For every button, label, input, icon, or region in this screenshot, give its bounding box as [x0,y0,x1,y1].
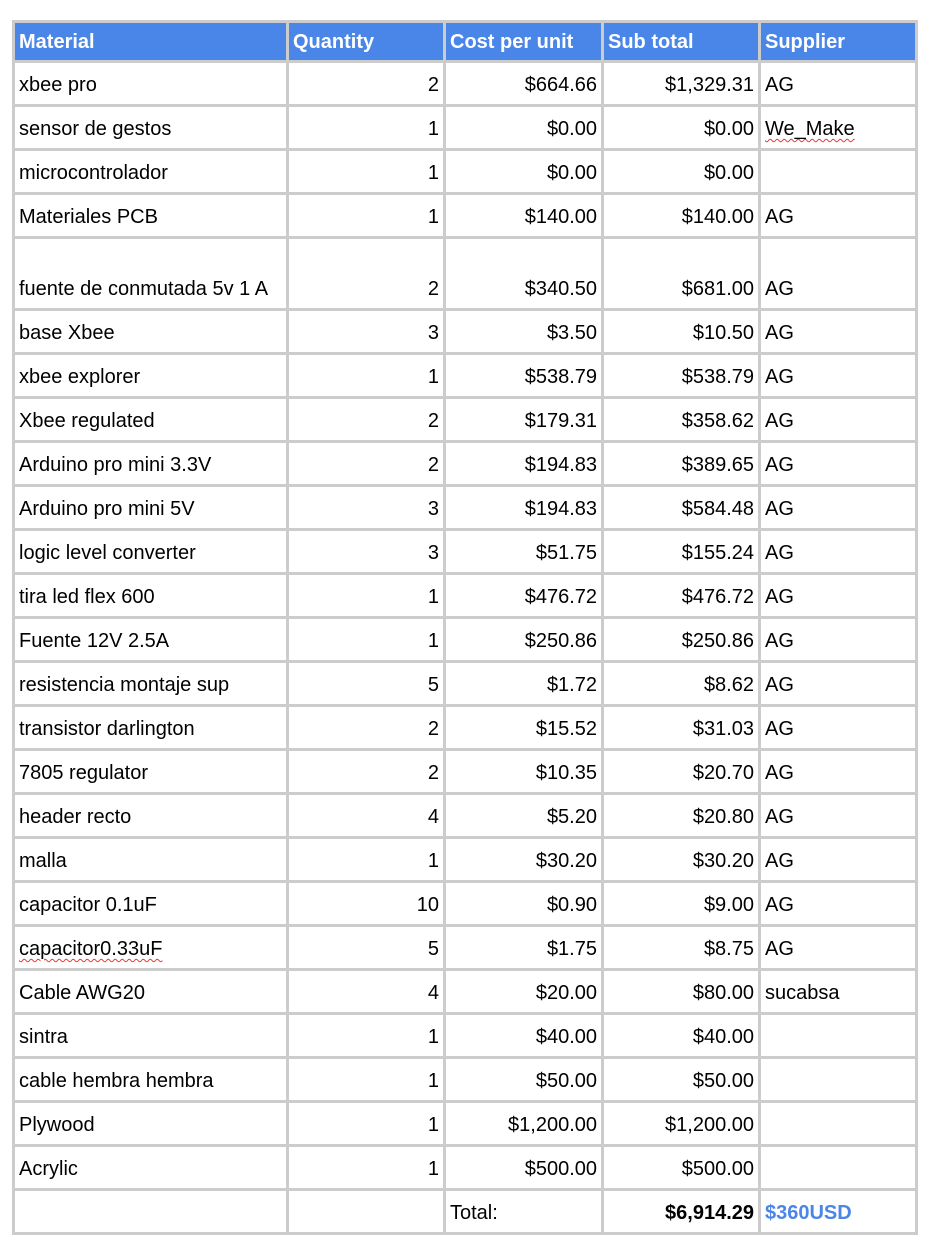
material-cell[interactable]: sensor de gestos [14,106,288,150]
cost-cell[interactable]: $179.31 [445,398,603,442]
subtotal-cell[interactable]: $1,200.00 [603,1102,760,1146]
table-row [14,442,917,486]
subtotal-cell[interactable]: $140.00 [603,194,760,238]
material-cell[interactable]: Acrylic [14,1146,288,1190]
table-row [14,398,917,442]
subtotal-cell[interactable]: $8.75 [603,926,760,970]
material-cell[interactable]: base Xbee [14,310,288,354]
cost-cell[interactable]: $194.83 [445,486,603,530]
spellcheck-flagged-text: capacitor0.33uF [19,938,163,960]
table-row [14,1146,917,1190]
table-row [14,106,917,150]
material-cell[interactable]: Plywood [14,1102,288,1146]
subtotal-cell[interactable]: $358.62 [603,398,760,442]
material-cell[interactable]: cable hembra hembra [14,1058,288,1102]
quantity-cell[interactable]: 1 [288,1058,445,1102]
subtotal-cell[interactable]: $30.20 [603,838,760,882]
quantity-cell[interactable]: 4 [288,794,445,838]
quantity-cell[interactable]: 10 [288,882,445,926]
quantity-cell[interactable]: 4 [288,970,445,1014]
header-supplier[interactable]: Supplier [760,22,917,62]
table-row [14,882,917,926]
table-row [14,486,917,530]
header-row [14,22,917,62]
supplier-cell[interactable]: AG [760,486,917,530]
total-usd[interactable]: $360USD [760,1190,917,1234]
supplier-cell[interactable]: AG [760,194,917,238]
quantity-cell[interactable]: 1 [288,1014,445,1058]
total-row [14,1190,917,1234]
material-cell[interactable]: header recto [14,794,288,838]
total-label[interactable]: Total: [445,1190,603,1234]
table-row [14,1102,917,1146]
subtotal-cell[interactable]: $1,329.31 [603,62,760,106]
material-cell[interactable]: malla [14,838,288,882]
supplier-cell[interactable]: AG [760,662,917,706]
material-cell[interactable]: Fuente 12V 2.5A [14,618,288,662]
table-row [14,1014,917,1058]
quantity-cell[interactable]: 2 [288,62,445,106]
subtotal-cell[interactable]: $10.50 [603,310,760,354]
table-row [14,354,917,398]
empty-cell[interactable] [288,1190,445,1234]
material-cell[interactable]: logic level converter [14,530,288,574]
table-row [14,926,917,970]
materials-table [12,20,918,1235]
supplier-cell[interactable]: AG [760,442,917,486]
table-row [14,1058,917,1102]
supplier-cell[interactable] [760,1014,917,1058]
material-cell[interactable]: xbee pro [14,62,288,106]
quantity-cell[interactable]: 1 [288,1102,445,1146]
supplier-cell[interactable]: AG [760,926,917,970]
quantity-cell[interactable]: 1 [288,354,445,398]
subtotal-cell[interactable]: $389.65 [603,442,760,486]
quantity-cell[interactable]: 2 [288,706,445,750]
subtotal-cell[interactable]: $20.70 [603,750,760,794]
cost-cell[interactable]: $140.00 [445,194,603,238]
quantity-cell[interactable]: 3 [288,530,445,574]
quantity-cell[interactable]: 5 [288,662,445,706]
cost-cell[interactable]: $476.72 [445,574,603,618]
material-cell[interactable]: Materiales PCB [14,194,288,238]
quantity-cell[interactable]: 1 [288,194,445,238]
quantity-cell[interactable]: 1 [288,618,445,662]
supplier-cell[interactable]: AG [760,62,917,106]
material-cell[interactable]: fuente de conmutada 5v 1 A [14,238,288,310]
cost-cell[interactable]: $5.20 [445,794,603,838]
cost-cell[interactable]: $15.52 [445,706,603,750]
cost-cell[interactable]: $194.83 [445,442,603,486]
supplier-cell[interactable]: AG [760,794,917,838]
cost-cell[interactable]: $40.00 [445,1014,603,1058]
cost-cell[interactable]: $538.79 [445,354,603,398]
quantity-cell[interactable]: 3 [288,310,445,354]
cost-cell[interactable]: $10.35 [445,750,603,794]
table-row [14,194,917,238]
supplier-cell[interactable] [760,150,917,194]
supplier-cell[interactable] [760,106,917,150]
table-row [14,838,917,882]
supplier-cell[interactable]: AG [760,354,917,398]
table-row [14,794,917,838]
material-cell[interactable]: transistor darlington [14,706,288,750]
cost-cell[interactable]: $250.86 [445,618,603,662]
quantity-cell[interactable]: 2 [288,442,445,486]
header-sub-total[interactable]: Sub total [603,22,760,62]
material-cell[interactable]: Cable AWG20 [14,970,288,1014]
subtotal-cell[interactable]: $50.00 [603,1058,760,1102]
subtotal-cell[interactable]: $20.80 [603,794,760,838]
table-row [14,530,917,574]
supplier-cell[interactable] [760,1102,917,1146]
supplier-cell[interactable]: AG [760,238,917,310]
supplier-cell[interactable]: AG [760,882,917,926]
cost-cell[interactable]: $500.00 [445,1146,603,1190]
material-cell[interactable]: Arduino pro mini 5V [14,486,288,530]
subtotal-cell[interactable]: $155.24 [603,530,760,574]
cost-cell[interactable]: $30.20 [445,838,603,882]
cost-cell[interactable]: $1.72 [445,662,603,706]
header-material[interactable]: Material [14,22,288,62]
supplier-cell[interactable]: AG [760,398,917,442]
table-row [14,618,917,662]
header-quantity[interactable]: Quantity [288,22,445,62]
cost-cell[interactable]: $1,200.00 [445,1102,603,1146]
table-row [14,750,917,794]
material-cell[interactable]: xbee explorer [14,354,288,398]
material-cell[interactable]: 7805 regulator [14,750,288,794]
cost-cell[interactable]: $3.50 [445,310,603,354]
subtotal-cell[interactable]: $40.00 [603,1014,760,1058]
spellcheck-flagged-text: We_Make [765,118,855,140]
cost-cell[interactable]: $0.90 [445,882,603,926]
empty-cell[interactable] [14,1190,288,1234]
supplier-cell[interactable] [760,1058,917,1102]
subtotal-cell[interactable]: $681.00 [603,238,760,310]
subtotal-cell[interactable]: $8.62 [603,662,760,706]
table-row [14,310,917,354]
cost-cell[interactable]: $340.50 [445,238,603,310]
cost-cell[interactable]: $664.66 [445,62,603,106]
quantity-cell[interactable]: 1 [288,574,445,618]
subtotal-cell[interactable]: $500.00 [603,1146,760,1190]
material-cell[interactable]: capacitor 0.1uF [14,882,288,926]
supplier-cell[interactable]: AG [760,530,917,574]
subtotal-cell[interactable]: $0.00 [603,106,760,150]
supplier-cell[interactable]: sucabsa [760,970,917,1014]
total-value[interactable]: $6,914.29 [603,1190,760,1234]
material-cell[interactable] [14,926,288,970]
quantity-cell[interactable]: 1 [288,106,445,150]
table-row [14,150,917,194]
cost-cell[interactable]: $51.75 [445,530,603,574]
quantity-cell[interactable]: 2 [288,750,445,794]
table-row [14,662,917,706]
supplier-cell[interactable]: AG [760,750,917,794]
table-row [14,62,917,106]
quantity-cell[interactable]: 2 [288,398,445,442]
table-row [14,706,917,750]
material-cell[interactable]: resistencia montaje sup [14,662,288,706]
subtotal-cell[interactable]: $31.03 [603,706,760,750]
cost-cell[interactable]: $20.00 [445,970,603,1014]
cost-cell[interactable]: $0.00 [445,106,603,150]
supplier-cell[interactable]: AG [760,574,917,618]
quantity-cell[interactable]: 1 [288,1146,445,1190]
supplier-cell[interactable]: AG [760,618,917,662]
quantity-cell[interactable]: 2 [288,238,445,310]
supplier-cell[interactable] [760,1146,917,1190]
subtotal-cell[interactable]: $584.48 [603,486,760,530]
subtotal-cell[interactable]: $80.00 [603,970,760,1014]
table-row [14,574,917,618]
material-cell[interactable]: sintra [14,1014,288,1058]
table-row [14,238,917,310]
material-cell[interactable]: tira led flex 600 [14,574,288,618]
cost-cell[interactable]: $0.00 [445,150,603,194]
subtotal-cell[interactable]: $538.79 [603,354,760,398]
header-cost-per-unit[interactable]: Cost per unit [445,22,603,62]
supplier-cell[interactable]: AG [760,310,917,354]
supplier-cell[interactable]: AG [760,706,917,750]
subtotal-cell[interactable]: $250.86 [603,618,760,662]
quantity-cell[interactable]: 1 [288,150,445,194]
subtotal-cell[interactable]: $476.72 [603,574,760,618]
material-cell[interactable]: Xbee regulated [14,398,288,442]
cost-cell[interactable]: $1.75 [445,926,603,970]
subtotal-cell[interactable]: $9.00 [603,882,760,926]
cost-cell[interactable]: $50.00 [445,1058,603,1102]
quantity-cell[interactable]: 3 [288,486,445,530]
material-cell[interactable]: microcontrolador [14,150,288,194]
subtotal-cell[interactable]: $0.00 [603,150,760,194]
supplier-cell[interactable]: AG [760,838,917,882]
material-cell[interactable]: Arduino pro mini 3.3V [14,442,288,486]
table-row [14,970,917,1014]
quantity-cell[interactable]: 5 [288,926,445,970]
quantity-cell[interactable]: 1 [288,838,445,882]
